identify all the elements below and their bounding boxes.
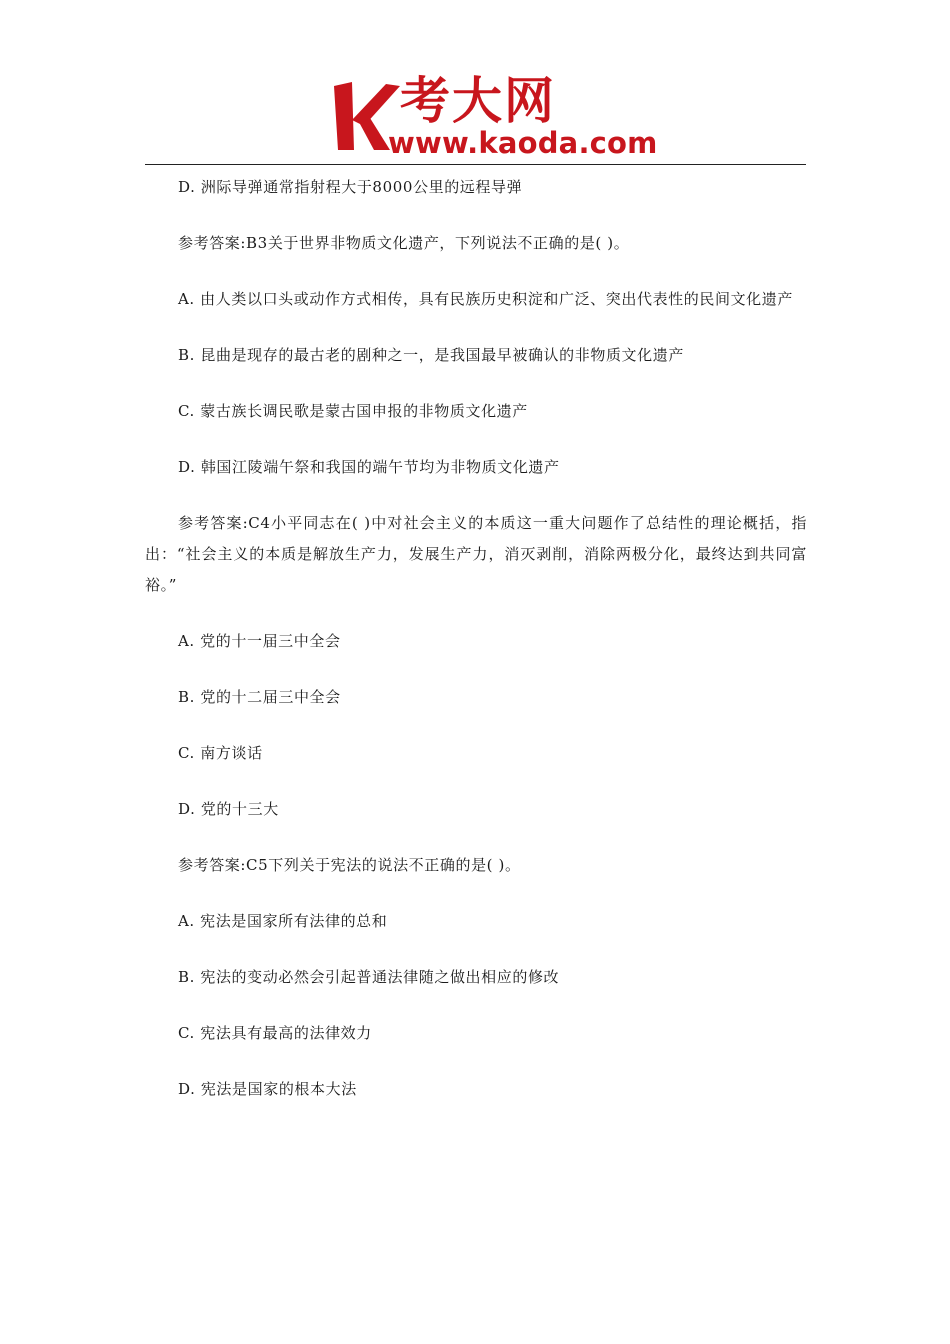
kaoda-logo[interactable] (330, 72, 660, 162)
option-b-q3: B. 昆曲是现存的最古老的剧种之一，是我国最早被确认的非物质文化遗产 (178, 346, 684, 364)
document-body (145, 172, 807, 1105)
option-a-q4: A. 党的十一届三中全会 (178, 632, 341, 650)
option-d-missile: D. 洲际导弹通常指射程大于8000公里的远程导弹 (178, 178, 523, 196)
option-d-q4: D. 党的十三大 (178, 800, 279, 818)
answer-question-3: 参考答案:B3关于世界非物质文化遗产，下列说法不正确的是( )。 (178, 234, 630, 252)
answer-question-5: 参考答案:C5下列关于宪法的说法不正确的是( )。 (178, 856, 521, 874)
option-c-q4: C. 南方谈话 (178, 744, 263, 762)
option-a-q5: A. 宪法是国家所有法律的总和 (178, 912, 388, 930)
page-header (0, 0, 950, 166)
logo-url-text: www.kaoda.com (388, 126, 658, 160)
header-divider (145, 164, 806, 165)
option-c-q3: C. 蒙古族长调民歌是蒙古国申报的非物质文化遗产 (178, 402, 528, 420)
option-d-q5: D. 宪法是国家的根本大法 (178, 1080, 357, 1098)
option-c-q5: C. 宪法具有最高的法律效力 (178, 1024, 372, 1042)
option-d-q3: D. 韩国江陵端午祭和我国的端午节均为非物质文化遗产 (178, 458, 560, 476)
answer-question-4: 参考答案:C4小平同志在( )中对社会主义的本质这一重大问题作了总结性的理论概括，指出：“社会主义的本质是解放生产力，发展生产力，消灭剥削，消除两极分化，最终达到共同富裕。” (145, 514, 807, 594)
option-a-q3: A. 由人类以口头或动作方式相传，具有民族历史积淀和广泛、突出代表性的民间文化遗产 (178, 290, 793, 308)
logo-chinese-text: 考大网 (400, 72, 556, 130)
option-b-q4: B. 党的十二届三中全会 (178, 688, 341, 706)
option-b-q5: B. 宪法的变动必然会引起普通法律随之做出相应的修改 (178, 968, 560, 986)
